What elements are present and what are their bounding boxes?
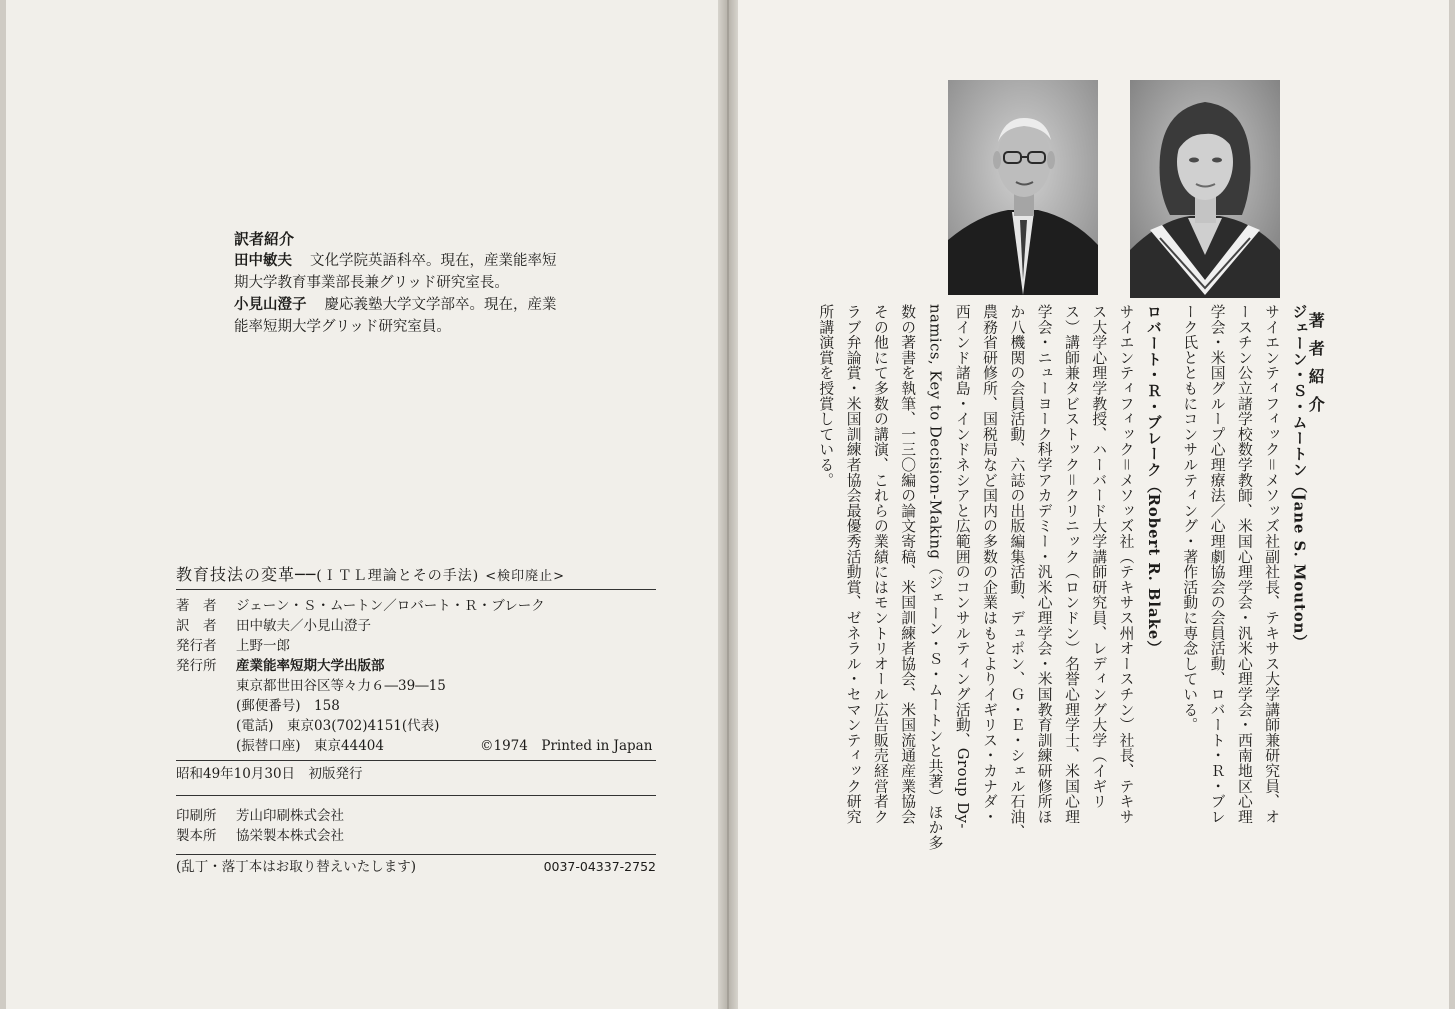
credit-row	[176, 596, 656, 616]
bio-line: か八機関の会員活動、六誌の出版編集活動、デュポン、Ｇ・Ｅ・シェル石油、	[1008, 304, 1026, 840]
author-photo-blake	[948, 80, 1098, 295]
binder-label: 製本所	[176, 828, 217, 844]
postal-code: (郵便番号) 158	[236, 698, 340, 714]
bio-line: 西インド諸島・インドネシアと広範囲のコンサルティング活動、Group Dy-	[953, 304, 971, 829]
book-title: 教育技法の変革──	[176, 565, 317, 584]
book-subtitle: (ＩＴＬ理論とその手法)	[316, 568, 480, 584]
bio-line: サイエンティフィック＝メソッズ社（テキサス州オースチン）社長、テキサ	[1117, 304, 1135, 825]
bio-line: 所講演賞を授賞している。	[817, 304, 835, 488]
translator-2-bio-2: 能率短期大学グリッド研究室員。	[234, 319, 451, 335]
credit-value: 田中敏夫／小見山澄子	[236, 618, 371, 634]
bio-line: ラブ弁論賞・米国訓練者協会最優秀活動賞、ゼネラル・セマンティック研究	[844, 304, 862, 825]
credit-label: 発行所	[176, 658, 217, 674]
phone-number: (電話) 東京03(702)4151(代表)	[236, 718, 440, 734]
credit-row	[176, 636, 656, 656]
seal-waived-note: <検印廃止>	[485, 569, 566, 584]
author-bio-blake	[812, 304, 1167, 879]
printer-label: 印刷所	[176, 808, 217, 824]
author-intro-heading: 著者紹介	[1306, 312, 1326, 424]
bio-line: その他にて多数の講演、これらの業績にはモントリオール広告販売経営者ク	[871, 304, 889, 825]
bio-line: ス）講師兼タビストック＝クリニック（ロンドン）名誉心理学士、米国心理	[1062, 304, 1080, 825]
bio-line: サイエンティフィック＝メソッズ社副社長、テキサス大学講師兼研究員、オ	[1263, 304, 1281, 825]
bio-line: 学会・米国グループ心理療法／心理劇協会の会員活動、ロバート・Ｒ・ブレ	[1208, 304, 1226, 825]
printer-row	[176, 806, 656, 826]
portrait-man-image	[948, 80, 1098, 295]
book-gutter	[718, 0, 738, 1009]
credit-row	[176, 656, 656, 676]
translator-2-bio-1: 慶応義塾大学文学部卒。現在，産業	[324, 297, 557, 313]
publication-date: 昭和49年10月30日 初版発行	[176, 766, 363, 782]
transfer-account: (振替口座) 東京44404	[236, 738, 384, 754]
left-page-edge	[0, 0, 6, 1009]
bio-line: namics, Key to Decision-Making（ジェーン・Ｓ・ムートンと共著）ほか多	[926, 304, 944, 851]
credit-value: 産業能率短期大学出版部	[236, 658, 385, 674]
bio-line: ーク氏とともにコンサルティング・著作活動に専念している。	[1181, 304, 1199, 733]
credit-label: 著 者	[176, 598, 217, 614]
translator-1-bio-2: 期大学教育事業部長兼グリッド研究室長。	[234, 275, 509, 291]
printer-name: 芳山印刷株式会社	[236, 808, 344, 824]
translator-1	[234, 250, 574, 272]
binder-row	[176, 826, 656, 846]
binder-name: 協栄製本株式会社	[236, 828, 344, 844]
colophon-title-line	[176, 562, 656, 585]
credit-value: 上野一郎	[236, 638, 290, 654]
author-bio-mouton	[1176, 304, 1312, 825]
bio-line: 農務省研修所、国税局など国内の多数の企業はもとよりイギリス・カナダ・	[981, 304, 999, 825]
printing-credits	[176, 806, 656, 846]
bio-line: ースチン公立諸学校数学教師、米国心理学会・汎米心理学会・西南地区心理	[1235, 304, 1253, 825]
author-name-mouton: ジェーン・Ｓ・ムートン（Jane S. Mouton）	[1290, 304, 1308, 651]
colophon-rule-top	[176, 589, 656, 590]
translator-1-name: 田中敏夫	[234, 252, 292, 269]
author-photo-mouton	[1130, 80, 1280, 298]
book-code: 0037-04337-2752	[543, 859, 656, 874]
translator-1-bio-1: 文化学院英語科卒。現在，産業能率短	[310, 253, 557, 269]
colophon-footer	[176, 855, 656, 879]
credit-label: 発行者	[176, 638, 217, 654]
colophon-credits	[176, 596, 656, 756]
right-page-edge	[1449, 0, 1455, 1009]
credit-label: 訳 者	[176, 618, 217, 634]
publisher-address: 東京都世田谷区等々力６―39―15	[236, 678, 446, 694]
translator-intro	[234, 228, 574, 338]
translator-2	[234, 294, 574, 316]
portrait-woman-image	[1130, 80, 1280, 298]
copyright-line: ©1974 Printed in Japan	[480, 738, 653, 754]
translator-intro-heading: 訳者紹介	[234, 230, 295, 248]
bio-line: ス大学心理学教授、ハーバード大学講師研究員、レディング大学（イギリ	[1090, 304, 1108, 809]
bio-line: 数の著書を執筆、一三〇編の論文寄稿、米国訓練者協会、米国流通産業協会	[899, 304, 917, 825]
colophon	[176, 562, 656, 879]
credit-row	[176, 616, 656, 636]
translator-2-name: 小見山澄子	[234, 296, 307, 313]
credit-value: ジェーン・Ｓ・ムートン／ロバート・Ｒ・ブレーク	[236, 598, 545, 614]
transfer-account-row	[176, 736, 656, 756]
bio-line: 学会・ニューヨーク科学アカデミー・汎米心理学会・米国教育訓練研修所ほ	[1035, 304, 1053, 825]
replacement-notice: (乱丁・落丁本はお取り替えいたします)	[176, 859, 417, 875]
colophon-rule-lower	[176, 795, 656, 796]
author-name-blake: ロバート・Ｒ・ブレーク（Robert R. Blake）	[1144, 304, 1162, 657]
